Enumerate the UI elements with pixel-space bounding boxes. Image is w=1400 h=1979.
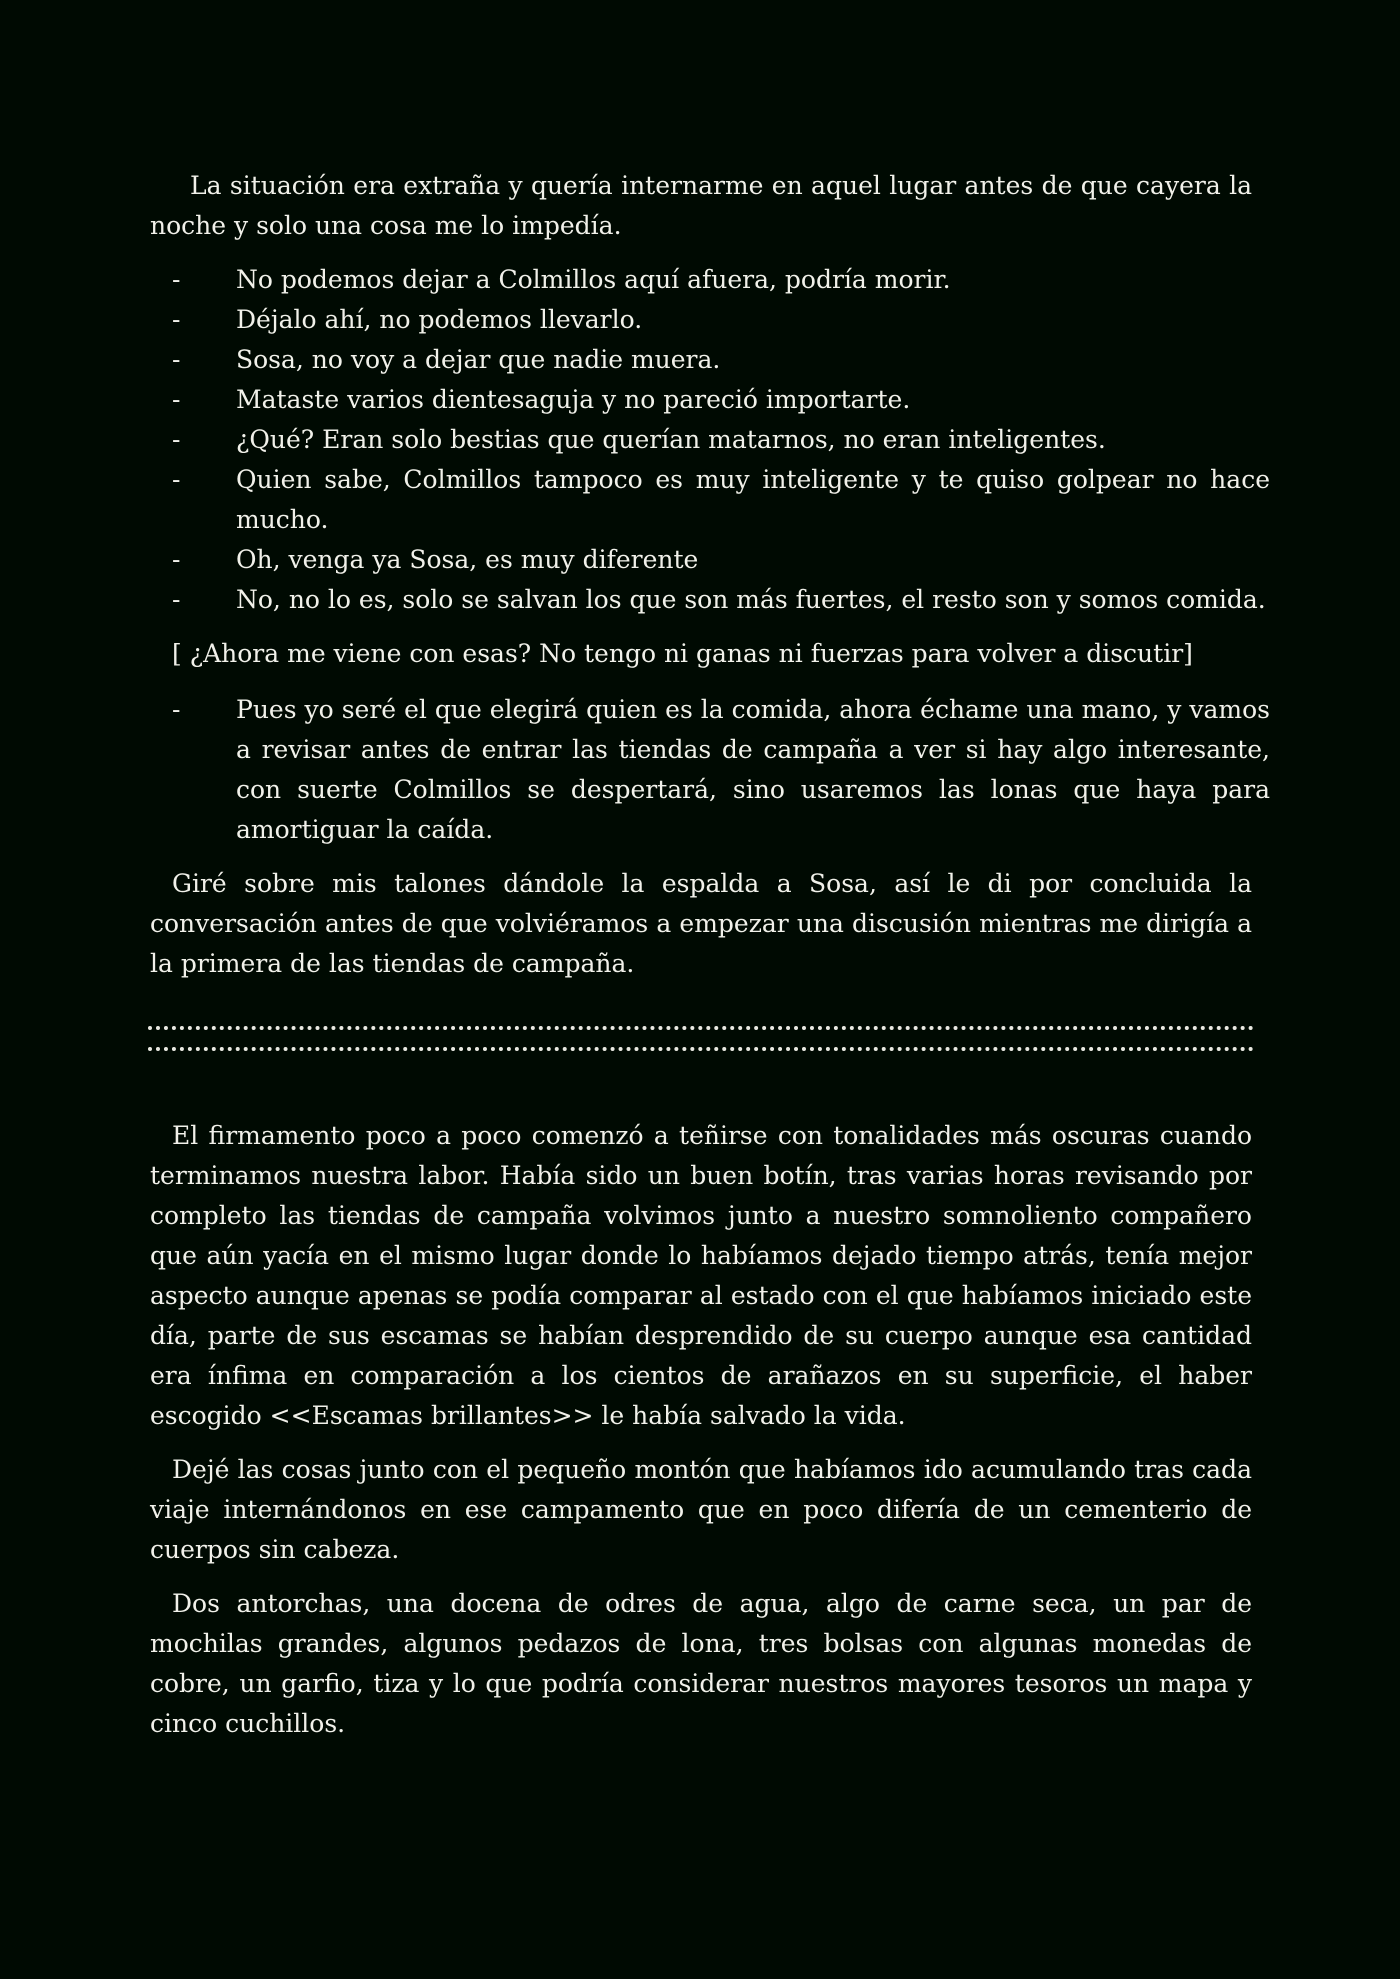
bottom-section	[150, 1116, 1252, 1758]
dialogue-dash: -	[172, 385, 181, 414]
dialogue-dash: -	[172, 585, 181, 614]
body-paragraph: Dejé las cosas junto con el pequeño montón que habíamos ido acumulando tras cada viaje internándonos en ese campamento que en poco difería de un cementerio de cuerpos sin cabeza.	[150, 1455, 1252, 1564]
dialogue-line: - No, no lo es, solo se salvan los que son más fuertes, el resto son y somos comida.	[172, 580, 1270, 620]
closing-paragraph: Giré sobre mis talones dándole la espalda a Sosa, así le di por concluida la conversación antes de que volviéramos a empezar una discusión mientras me dirigía a la primera de las tiendas de campaña.	[150, 869, 1252, 978]
dialogue-dash: -	[172, 305, 181, 334]
dialogue-dash: -	[172, 465, 181, 494]
dialogue-dash: -	[172, 345, 181, 374]
dotted-separator	[148, 1026, 1254, 1030]
thought-line: [ ¿Ahora me viene con esas? No tengo ni ganas ni fuerzas para volver a discutir]	[172, 639, 1193, 668]
dialogue-list	[150, 260, 1270, 620]
dialogue-list-second	[150, 690, 1270, 850]
body-paragraph: El firmamento poco a poco comenzó a teñirse con tonalidades más oscuras cuando terminamos nuestra labor. Había sido un buen botín, tras varias horas revisando por completo las tiendas de campaña volvimos junto a nuestro somnoliento compañero que aún yacía en el mismo lugar donde lo habíamos dejado tiempo atrás, tenía mejor aspecto aunque apenas se podía comparar al estado con el que habíamos iniciado este día, parte de sus escamas se habían desprendido de su cuerpo aunque esa cantidad era ínfima en comparación a los cientos de arañazos en su superficie, el haber escogido <<Escamas brillantes>> le había salvado la vida.	[150, 1121, 1252, 1430]
dialogue-dash: -	[172, 425, 181, 454]
dialogue-dash: -	[172, 695, 181, 724]
dialogue-line: - Déjalo ahí, no podemos llevarlo.	[172, 300, 1270, 340]
dialogue-line: - No podemos dejar a Colmillos aquí afuera, podría morir.	[172, 260, 1270, 300]
dialogue-dash: -	[172, 265, 181, 294]
dialogue-line: - ¿Qué? Eran solo bestias que querían matarnos, no eran inteligentes.	[172, 420, 1270, 460]
body-paragraph: Dos antorchas, una docena de odres de agua, algo de carne seca, un par de mochilas grandes, algunos pedazos de lona, tres bolsas con algunas monedas de cobre, un garfio, tiza y lo que podría considerar nuestros mayores tesoros un mapa y cinco cuchillos.	[150, 1589, 1252, 1738]
dialogue-line: - Quien sabe, Colmillos tampoco es muy inteligente y te quiso golpear no hace mucho.	[172, 460, 1270, 540]
dialogue-line: - Oh, venga ya Sosa, es muy diferente	[172, 540, 1270, 580]
dialogue-dash: -	[172, 545, 181, 574]
top-section	[150, 166, 1270, 984]
dialogue-line: - Mataste varios dientesaguja y no pareció importarte.	[172, 380, 1270, 420]
dotted-separator	[148, 1047, 1254, 1051]
intro-paragraph: La situación era extraña y quería internarme en aquel lugar antes de que cayera la noche y solo una cosa me lo impedía.	[150, 171, 1252, 240]
dialogue-line: - Sosa, no voy a dejar que nadie muera.	[172, 340, 1270, 380]
dialogue-line: - Pues yo seré el que elegirá quien es la comida, ahora échame una mano, y vamos a revisar antes de entrar las tiendas de campaña a ver si hay algo interesante, con suerte Colmillos se despertará, sino usaremos las lonas que haya para amortiguar la caída.	[172, 690, 1270, 850]
